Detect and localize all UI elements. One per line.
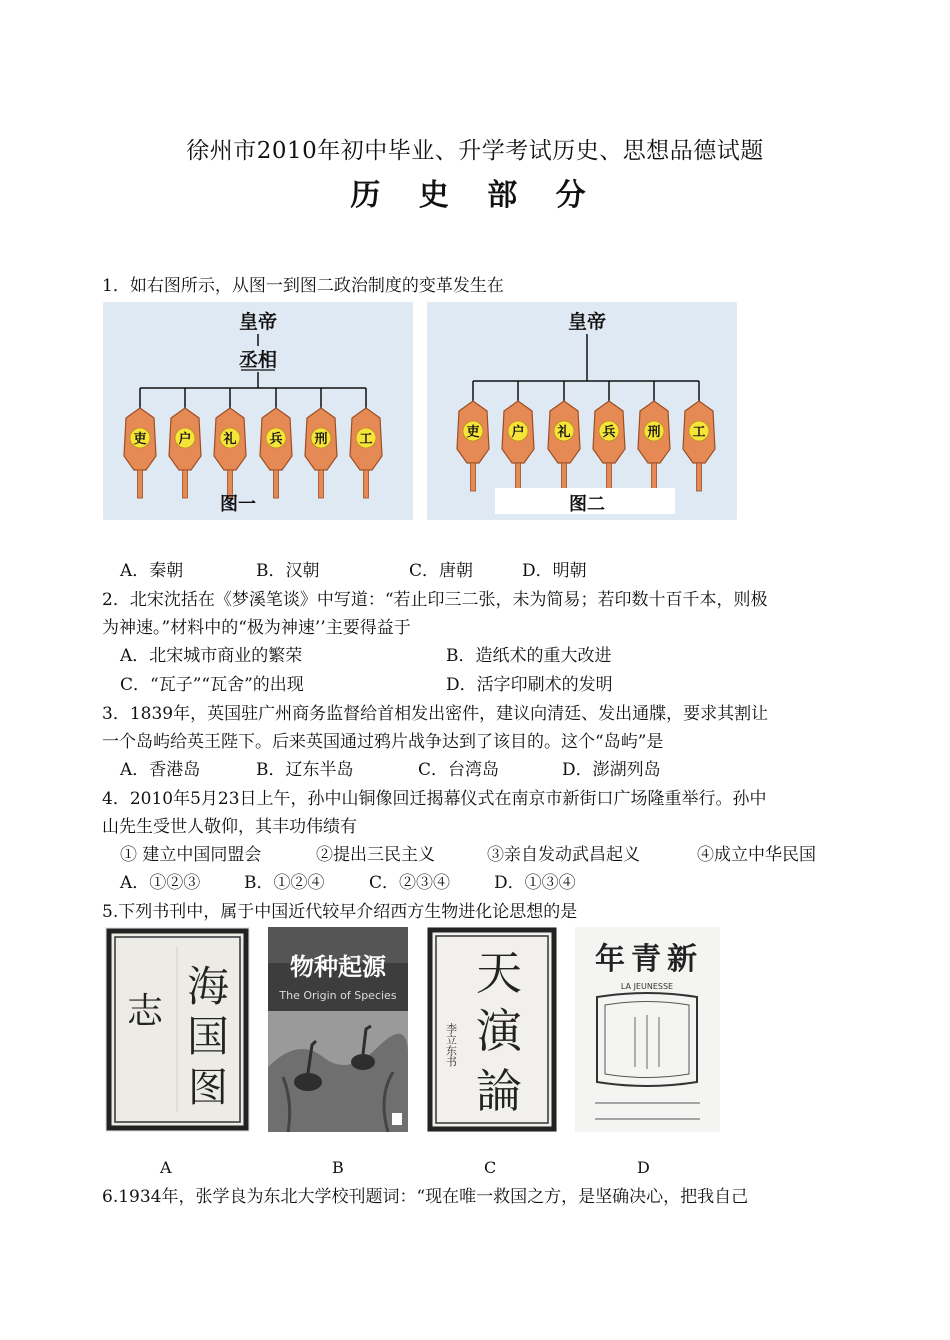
q4-stem-line2: 山先生受世人敬仰，其丰功伟绩有 [102, 817, 357, 837]
exam-title: 徐州市2010年初中毕业、升学考试历史、思想品德试题 [186, 138, 764, 164]
q4-item-1: ① 建立中国同盟会 [120, 845, 262, 865]
book-a-cover-image[interactable] [105, 927, 250, 1132]
q3-options [0, 756, 950, 784]
book-d-subtitle: LA JEUNESSE [620, 982, 674, 991]
book-d-title: 年青新 [595, 942, 703, 977]
q4-item-4: ④成立中华民国 [697, 845, 816, 865]
fig2-emperor-label: 皇帝 [567, 311, 607, 333]
fig2-ministry-1 [457, 381, 489, 491]
q4-option-a[interactable]: A．①②③ [120, 873, 201, 893]
q1-option-a[interactable]: A．秦朝 [120, 561, 184, 581]
fig2-ministry-label-3: 礼 [557, 425, 571, 440]
q4-option-b[interactable]: B．①②④ [244, 873, 325, 893]
fig1-ministry-label-2: 户 [178, 432, 192, 447]
book-a-label[interactable]: A [160, 1158, 172, 1177]
fig1-ministries [124, 388, 382, 498]
q1-option-d[interactable]: D．明朝 [522, 561, 587, 581]
book-c-char-3: 論 [476, 1064, 522, 1118]
book-b-cover-image[interactable] [268, 927, 408, 1132]
fig1-ministry-6 [350, 388, 382, 498]
q6-stem-line1: 6.1934年，张学良为东北大学校刊题词：“现在唯一救国之方，是坚确决心，把我自己 [102, 1187, 749, 1207]
book-c-char-2: 演 [476, 1004, 522, 1058]
fig1-ministry-5 [305, 388, 337, 498]
q2-options-row2 [0, 671, 950, 699]
book-c-inscription: 李立东书 [444, 1023, 458, 1067]
q1-options [0, 557, 950, 585]
fig2-ministry-label-4: 兵 [602, 425, 616, 440]
q1-option-b[interactable]: B．汉朝 [256, 561, 320, 581]
q2-option-b[interactable]: B．造纸术的重大改进 [446, 646, 612, 666]
book-b-subtitle: The Origin of Species [279, 989, 397, 1002]
fig2-ministry-5 [638, 381, 670, 491]
fig1-ministry-3 [214, 388, 246, 498]
figure-1-diagram [103, 302, 413, 520]
fig1-ministry-1 [124, 388, 156, 498]
q2-option-d[interactable]: D．活字印刷术的发明 [446, 675, 613, 695]
q4-stem-line1: 4．2010年5月23日上午，孙中山铜像回迁揭幕仪式在南京市新街口广场隆重举行。孙中 [102, 789, 767, 809]
fig2-ministry-label-2: 户 [511, 425, 525, 440]
fig1-ministry-label-5: 刑 [314, 432, 328, 447]
q4-option-c[interactable]: C．②③④ [369, 873, 451, 893]
fig1-ministry-label-3: 礼 [223, 432, 237, 447]
q2-options-row1 [0, 642, 950, 670]
fig2-ministry-4 [593, 381, 625, 491]
book-c-char-1: 天 [476, 946, 522, 1000]
figure-2-diagram [427, 302, 737, 520]
q4-items [0, 841, 950, 869]
q4-item-2: ②提出三民主义 [316, 845, 435, 865]
q2-stem-line1: 2．北宋沈括在《梦溪笔谈》中写道：“若止印三二张，未为简易；若印数十百千本，则极 [102, 590, 768, 610]
fig2-ministries [457, 381, 715, 491]
book-d-cover-image[interactable] [575, 927, 720, 1132]
book-c-label[interactable]: C [484, 1158, 497, 1177]
fig2-ministry-label-6: 工 [692, 425, 706, 440]
q3-option-a[interactable]: A．香港岛 [120, 760, 201, 780]
q4-item-3: ③亲自发动武昌起义 [487, 845, 640, 865]
book-a-char-2: 国 [186, 1012, 230, 1061]
fig2-ministry-3 [548, 381, 580, 491]
book-a-char-1: 海 [186, 962, 230, 1011]
book-a-char-3: 图 [188, 1065, 228, 1111]
fig2-ministry-2 [502, 381, 534, 491]
fig2-ministry-label-5: 刑 [647, 425, 661, 440]
book-b-label[interactable]: B [332, 1158, 344, 1177]
fig1-caption: 图一 [220, 494, 256, 515]
q2-option-c[interactable]: C．“瓦子”“瓦舍”的出现 [120, 675, 304, 695]
q2-option-a[interactable]: A．北宋城市商业的繁荣 [120, 646, 303, 666]
fig1-ministry-label-4: 兵 [269, 432, 283, 447]
q3-option-c[interactable]: C．台湾岛 [418, 760, 500, 780]
book-b-title: 物种起源 [290, 953, 386, 981]
q3-stem-line1: 3．1839年，英国驻广州商务监督给首相发出密件，建议向清廷、发出通牒，要求其割让 [102, 704, 769, 724]
q2-stem-line2: 为神速。”材料中的“极为神速’’主要得益于 [102, 618, 411, 638]
q4-options [0, 869, 950, 897]
book-d-label[interactable]: D [637, 1158, 650, 1177]
section-title: 历 史 部 分 [350, 178, 600, 213]
book-c-cover-image[interactable] [427, 927, 557, 1132]
fig1-ministry-4 [260, 388, 292, 498]
fig1-chancellor-label: 丞相 [238, 349, 278, 371]
fig1-emperor-label: 皇帝 [238, 311, 278, 333]
fig2-caption: 图二 [569, 494, 605, 515]
q1-stem: 1．如右图所示，从图一到图二政治制度的变革发生在 [102, 276, 504, 296]
book-a-char-4: 志 [126, 991, 164, 1032]
q3-stem-line2: 一个岛屿给英王陛下。后来英国通过鸦片战争达到了该目的。这个“岛屿”是 [102, 732, 664, 752]
q3-option-d[interactable]: D．澎湖列岛 [562, 760, 661, 780]
q4-option-d[interactable]: D．①③④ [494, 873, 576, 893]
q5-stem: 5.下列书刊中，属于中国近代较早介绍西方生物进化论思想的是 [102, 902, 578, 922]
q1-option-c[interactable]: C．唐朝 [409, 561, 474, 581]
fig1-ministry-label-6: 工 [359, 432, 373, 447]
fig1-ministry-label-1: 吏 [133, 432, 147, 447]
fig2-ministry-6 [683, 381, 715, 491]
q3-option-b[interactable]: B．辽东半岛 [256, 760, 354, 780]
fig1-ministry-2 [169, 388, 201, 498]
fig2-ministry-label-1: 吏 [466, 425, 480, 440]
